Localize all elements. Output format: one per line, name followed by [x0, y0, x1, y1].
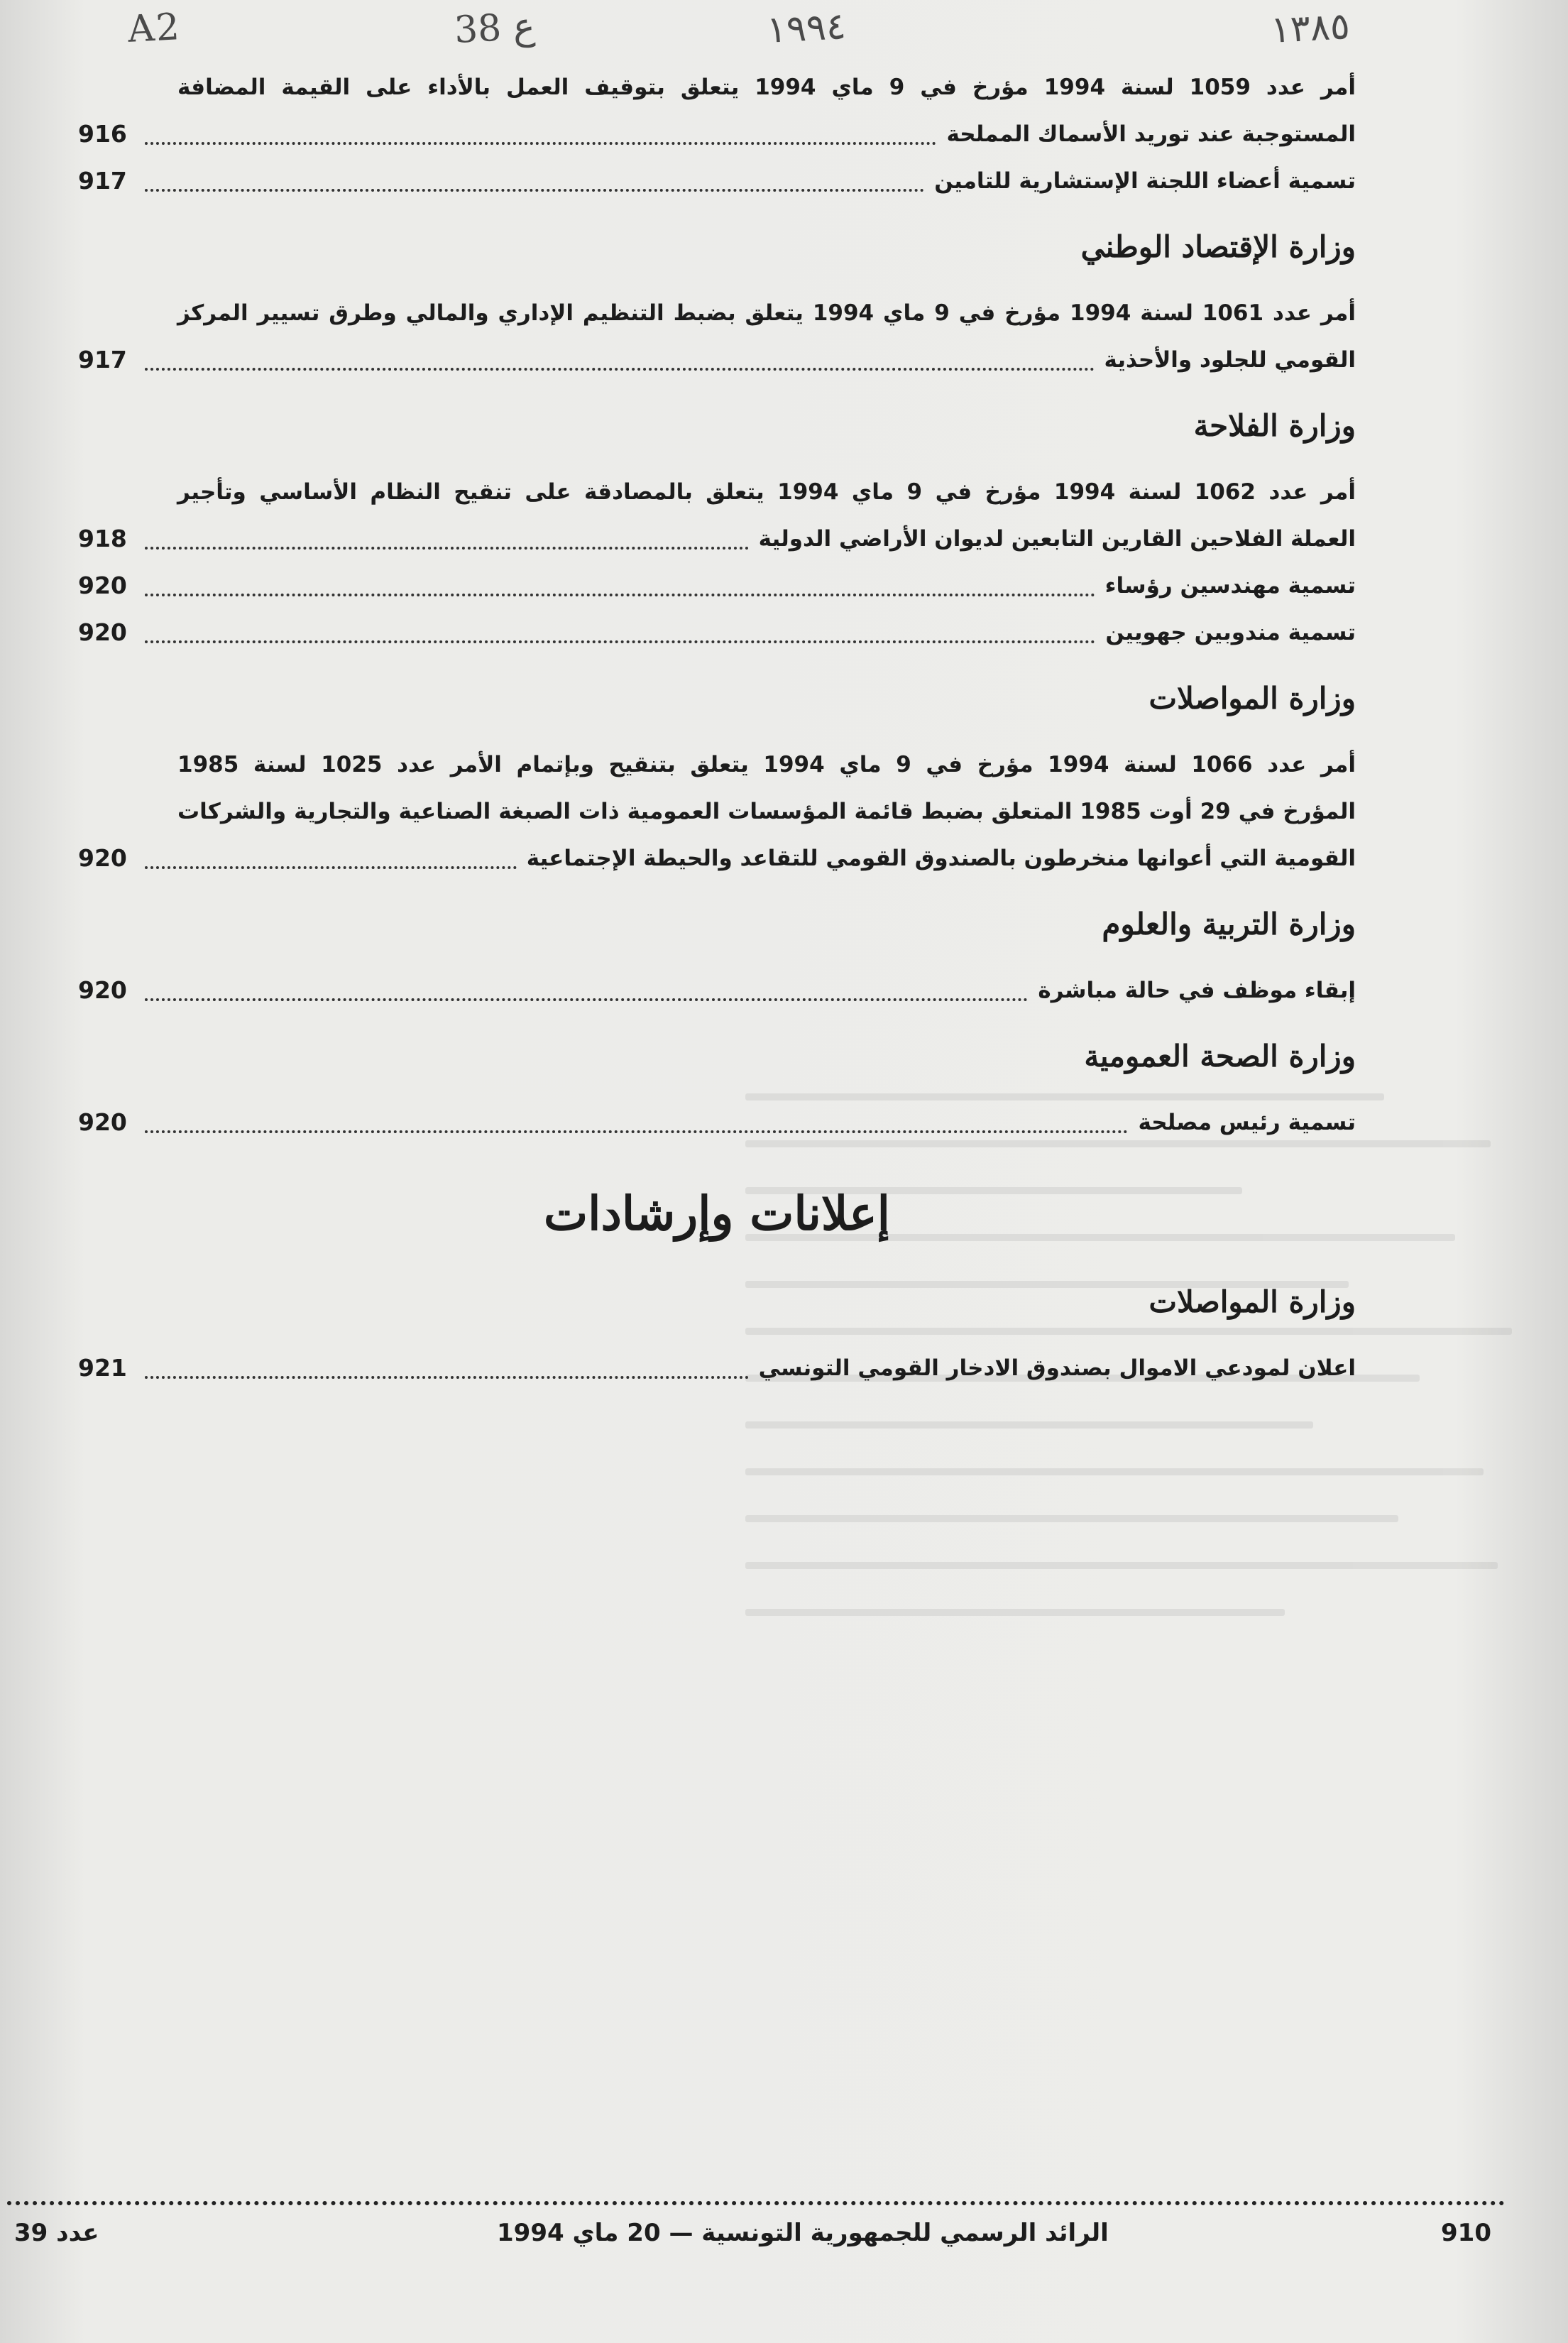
toc-entry: [78, 967, 1356, 1014]
entry-title: أمر عدد 1061 لسنة 1994 مؤرخ في 9 ماي 1994 يتعلق بضبط التنظيم الإداري والمالي وطرق تسيير المركز: [177, 300, 1356, 326]
leader-dots: [145, 866, 517, 869]
toc-entry: [78, 290, 1356, 383]
page-number: 910: [1441, 2219, 1491, 2247]
ministry-heading: وزارة الإقتصاد الوطني: [1080, 229, 1356, 264]
page-reference: 917: [78, 167, 127, 195]
handwritten-mark: A2: [126, 6, 182, 51]
handwritten-mark: 38 ع: [453, 5, 537, 52]
entry-title: أمر عدد 1062 لسنة 1994 مؤرخ في 9 ماي 1994 يتعلق بالمصادقة على تنقيح النظام الأساسي وتأجير: [177, 479, 1356, 505]
entry-title: المستوجبة عند توريد الأسماك المملحة: [946, 121, 1356, 147]
toc-entry: [78, 158, 1356, 204]
leader-dots: [145, 189, 924, 192]
ministry-heading: وزارة المواصلات: [1148, 1284, 1356, 1319]
ministry-heading: وزارة المواصلات: [1148, 681, 1356, 716]
page-reference: 917: [78, 346, 127, 373]
entry-title: المؤرخ في 29 أوت 1985 المتعلق بضبط قائمة المؤسسات العمومية ذات الصبغة الصناعية والتجارية والشركات: [177, 799, 1356, 824]
ministry-heading: وزارة التربية والعلوم: [1102, 907, 1356, 941]
toc-entry: [78, 1345, 1356, 1392]
leader-dots: [145, 1376, 749, 1379]
ministry-heading: وزارة الفلاحة: [1193, 408, 1356, 443]
issue-number: عدد 39: [14, 2219, 99, 2247]
page-reference: 921: [78, 1354, 127, 1382]
toc-entry: [78, 562, 1356, 609]
leader-dots: [145, 142, 936, 145]
entry-title: تسمية أعضاء اللجنة الإستشارية للتامين: [934, 168, 1356, 194]
entry-title: العملة الفلاحين القارين التابعين لديوان الأراضي الدولية: [758, 526, 1356, 552]
page-reference: 920: [78, 976, 127, 1004]
page-reference: 918: [78, 525, 127, 552]
toc-entry: [78, 469, 1356, 562]
entry-title: القومي للجلود والأحذية: [1104, 347, 1356, 373]
leader-dots: [145, 594, 1095, 596]
leader-dots: [145, 547, 749, 550]
entry-title: أمر عدد 1066 لسنة 1994 مؤرخ في 9 ماي 1994 يتعلق بتنقيح وبإتمام الأمر عدد 1025 لسنة 1985: [177, 752, 1356, 777]
entry-title: أمر عدد 1059 لسنة 1994 مؤرخ في 9 ماي 1994 يتعلق بتوقيف العمل بالأداء على القيمة المضافة: [177, 75, 1356, 100]
toc-entry: [78, 609, 1356, 656]
leader-dots: [145, 368, 1095, 371]
entry-title: تسمية مهندسين رؤساء: [1104, 573, 1356, 599]
section-title: إعلانات وإرشادات: [543, 1186, 891, 1241]
page-reference: 920: [78, 572, 127, 599]
page-reference: 920: [78, 618, 127, 646]
leader-dots: [145, 998, 1028, 1001]
entry-title: إبقاء موظف في حالة مباشرة: [1038, 978, 1356, 1003]
handwritten-mark: ١٣٨٥: [1269, 5, 1352, 52]
leader-dots: [145, 1130, 1128, 1133]
table-of-contents: [78, 64, 1356, 1392]
page-reference: 920: [78, 1108, 127, 1136]
entry-title: اعلان لمودعي الاموال بصندوق الادخار القومي التونسي: [758, 1355, 1356, 1381]
toc-entry: [78, 1099, 1356, 1146]
ministry-heading: وزارة الصحة العمومية: [1084, 1039, 1356, 1074]
toc-entry: [78, 741, 1356, 882]
toc-entry: [78, 64, 1356, 158]
entry-title: القومية التي أعوانها منخرطون بالصندوق القومي للتقاعد والحيطة الإجتماعية: [526, 846, 1356, 871]
page-reference: 916: [78, 120, 127, 148]
entry-title: تسمية مندوبين جهويين: [1105, 620, 1356, 645]
journal-title: الرائد الرسمي للجمهورية التونسية — 20 ماي 1994: [497, 2219, 1109, 2247]
leader-dots: [145, 640, 1095, 643]
footer-divider: [7, 2201, 1505, 2205]
entry-title: تسمية رئيس مصلحة: [1138, 1110, 1356, 1135]
handwritten-mark: ١٩٩٤: [765, 5, 848, 52]
page-reference: 920: [78, 844, 127, 872]
